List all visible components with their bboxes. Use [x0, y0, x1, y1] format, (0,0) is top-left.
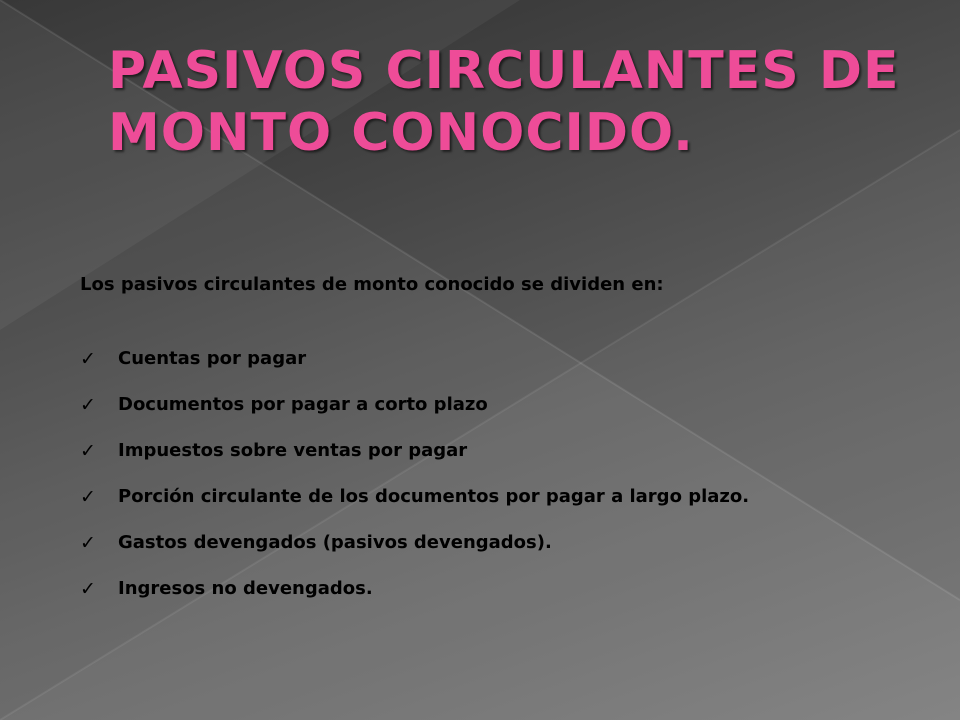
list-item-text: Cuentas por pagar	[118, 348, 307, 369]
list-item	[80, 382, 860, 428]
slide-title: PASIVOS CIRCULANTES DE MONTO CONOCIDO.	[108, 41, 900, 163]
checkmark-icon: ✓	[80, 394, 96, 416]
list-item-text: Porción circulante de los documentos por pagar a largo plazo.	[118, 486, 750, 507]
list-item	[80, 520, 860, 566]
checkmark-icon: ✓	[80, 348, 96, 370]
list-item	[80, 428, 860, 474]
bullet-list	[80, 336, 860, 612]
list-item-text: Ingresos no devengados.	[118, 578, 373, 599]
checkmark-icon: ✓	[80, 532, 96, 554]
list-item-text: Gastos devengados (pasivos devengados).	[118, 532, 552, 553]
checkmark-icon: ✓	[80, 486, 96, 508]
checkmark-icon: ✓	[80, 440, 96, 462]
list-item	[80, 336, 860, 382]
checkmark-icon: ✓	[80, 578, 96, 600]
list-item	[80, 474, 860, 520]
list-item	[80, 566, 860, 612]
list-item-text: Documentos por pagar a corto plazo	[118, 394, 488, 415]
intro-text: Los pasivos circulantes de monto conocido se dividen en:	[80, 274, 664, 295]
list-item-text: Impuestos sobre ventas por pagar	[118, 440, 468, 461]
